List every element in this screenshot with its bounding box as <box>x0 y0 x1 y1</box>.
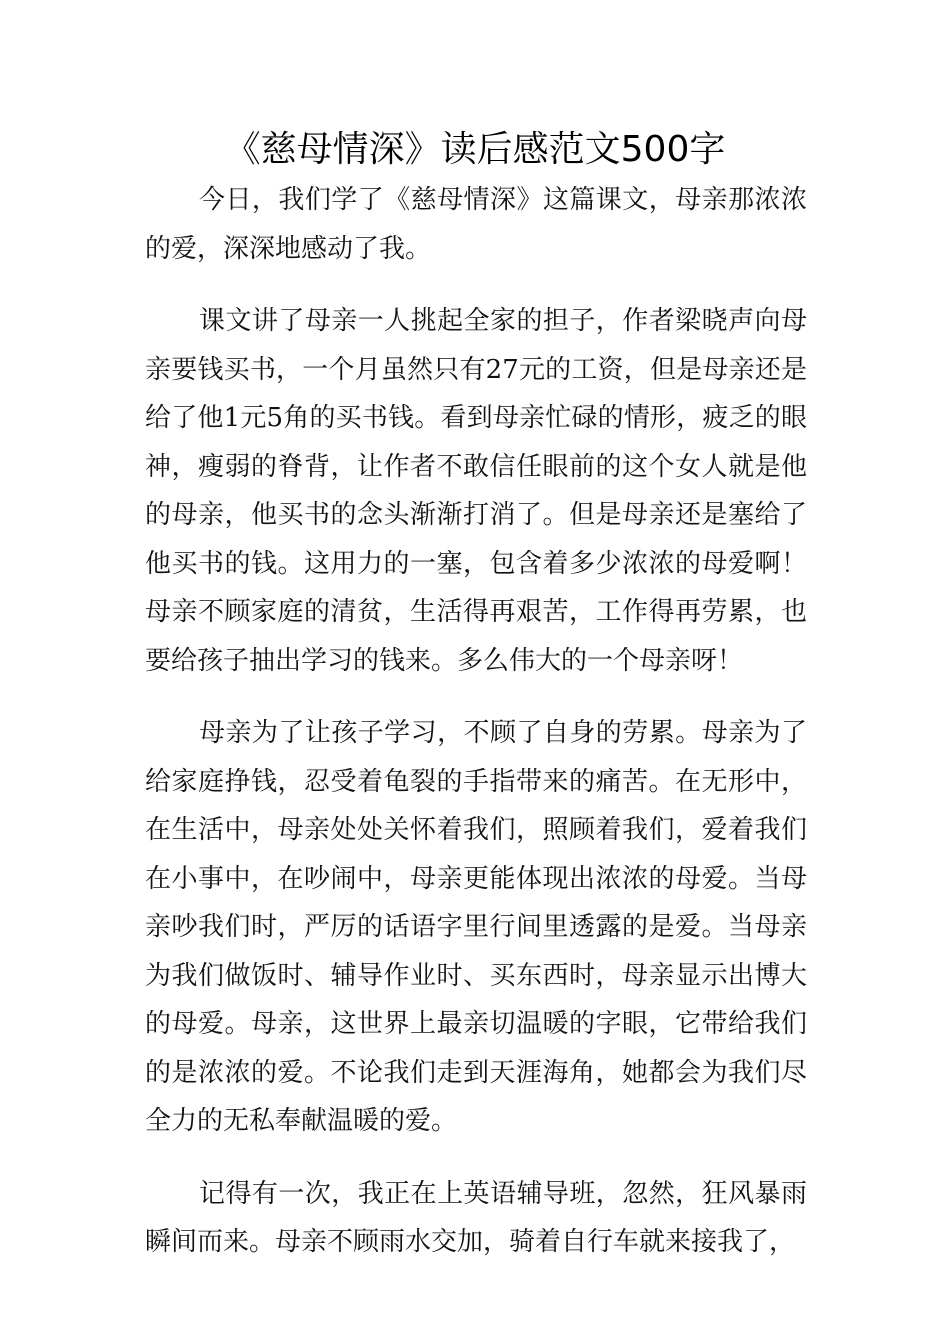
paragraph-3: 母亲为了让孩子学习，不顾了自身的劳累。母亲为了给家庭挣钱，忍受着龟裂的手指带来的痛苦。在无形中，在生活中，母亲处处关怀着我们，照顾着我们，爱着我们在小事中，在吵闹中，母亲更能体现出浓浓的母爱。当母亲吵我们时，严厉的话语字里行间里透露的是爱。当母亲为我们做饭时、辅导作业时、买东西时，母亲显示出博大的母爱。母亲，这世界上最亲切温暖的字眼，它带给我们的是浓浓的爱。不论我们走到天涯海角，她都会为我们尽全力的无私奉献温暖的爱。 <box>145 718 807 1136</box>
document-title: 《慈母情深》读后感范文500字 <box>224 129 726 170</box>
paragraph-4: 记得有一次，我正在上英语辅导班，忽然，狂风暴雨瞬间而来。母亲不顾雨水交加，骑着自行车就来接我了， <box>145 1178 807 1257</box>
paragraph-1: 今日，我们学了《慈母情深》这篇课文，母亲那浓浓的爱，深深地感动了我。 <box>145 185 807 264</box>
paragraph-2: 课文讲了母亲一人挑起全家的担子，作者梁晓声向母亲要钱买书，一个月虽然只有27元的工资，但是母亲还是给了他1元5角的买书钱。看到母亲忙碌的情形，疲乏的眼神，瘦弱的脊背，让作者不敢信任眼前的这个女人就是他的母亲，他买书的念头渐渐打消了。但是母亲还是塞给了他买书的钱。这用力的一塞，包含着多少浓浓的母爱啊！母亲不顾家庭的清贫，生活得再艰苦，工作得再劳累，也要给孩子抽出学习的钱来。多么伟大的一个母亲呀！ <box>145 306 807 676</box>
document-body <box>145 176 807 1267</box>
